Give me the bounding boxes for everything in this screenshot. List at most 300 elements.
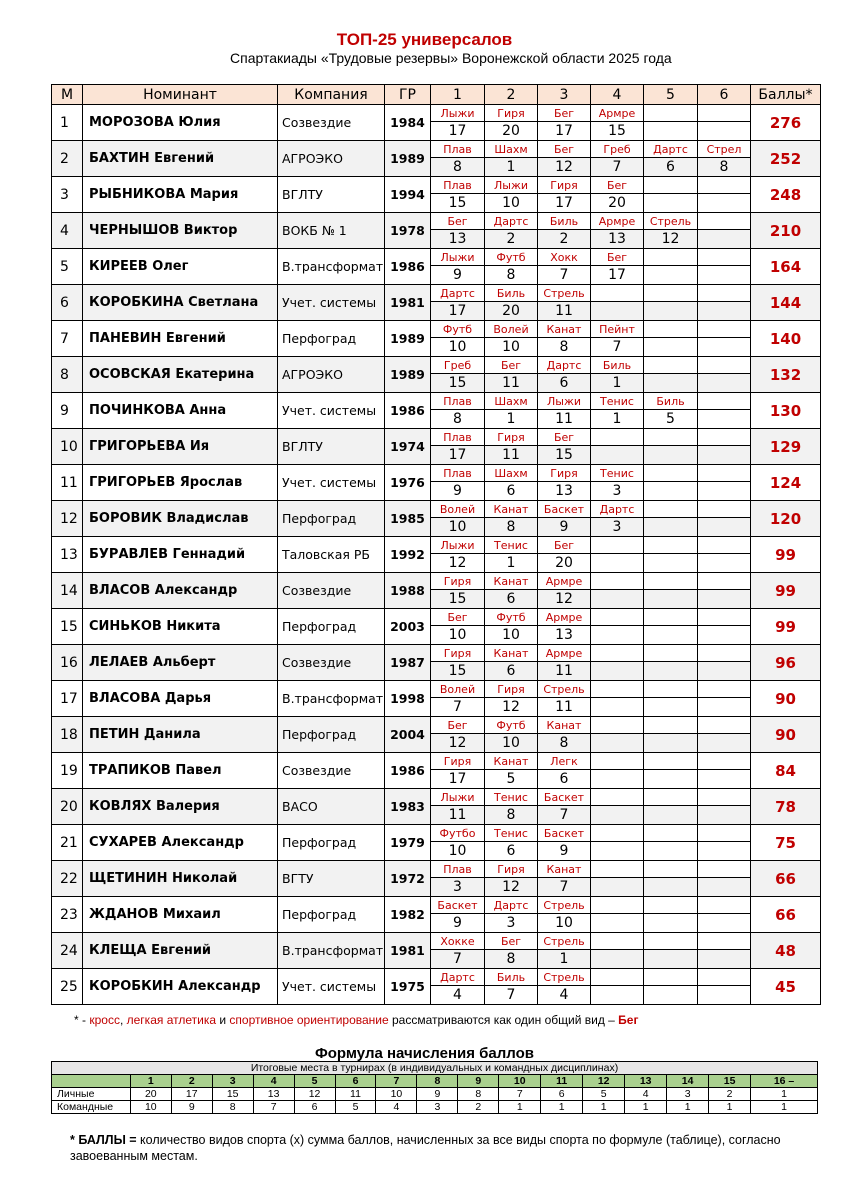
place-cell: 6: [538, 374, 591, 393]
sport-cell: Шахм: [485, 465, 538, 482]
sport-cell: [644, 285, 698, 302]
sport-cell: [644, 537, 698, 554]
place-cell: 8: [538, 338, 591, 357]
formula-personal-value: 17: [171, 1088, 212, 1101]
sport-cell: Греб: [431, 357, 485, 374]
points-cell: 99: [751, 573, 821, 609]
formula-team-value: 1: [709, 1101, 751, 1114]
formula-place: 15: [709, 1075, 751, 1088]
company-cell: Созвездие: [278, 573, 385, 609]
company-cell: Перфоград: [278, 717, 385, 753]
place-cell: 13: [431, 230, 485, 249]
sport-cell: [591, 861, 644, 878]
place-cell: 10: [431, 518, 485, 537]
place-cell: 20: [485, 122, 538, 141]
formula-table: [51, 1061, 818, 1114]
table-row: [52, 789, 821, 806]
points-cell: 99: [751, 537, 821, 573]
place-cell: 15: [538, 446, 591, 465]
place-cell: 1: [591, 374, 644, 393]
place-cell: [591, 302, 644, 321]
formula-place: 10: [499, 1075, 541, 1088]
sport-cell: Гиря: [538, 177, 591, 194]
sport-cell: [698, 357, 751, 374]
company-cell: ВОКБ № 1: [278, 213, 385, 249]
note-prefix: * -: [74, 1013, 90, 1027]
place-cell: 12: [644, 230, 698, 249]
sport-cell: Гиря: [485, 105, 538, 122]
sport-cell: Баскет: [538, 501, 591, 518]
sport-cell: Стрел: [698, 141, 751, 158]
formula-place: 9: [458, 1075, 499, 1088]
sport-cell: Армре: [538, 609, 591, 626]
formula-place: 11: [541, 1075, 583, 1088]
nominee-name: БАХТИН Евгений: [83, 141, 278, 177]
points-cell: 276: [751, 105, 821, 141]
place-cell: [698, 554, 751, 573]
sport-cell: [591, 573, 644, 590]
place-cell: [698, 482, 751, 501]
note-athletics: легкая атлетика: [126, 1013, 217, 1027]
sport-cell: [698, 321, 751, 338]
place-cell: [644, 446, 698, 465]
place-cell: 6: [485, 482, 538, 501]
formula-team-value: 1: [499, 1101, 541, 1114]
place-cell: 17: [431, 302, 485, 321]
sport-cell: Бег: [431, 213, 485, 230]
formula-team-value: 6: [294, 1101, 335, 1114]
place-cell: [698, 842, 751, 861]
nominee-name: ПЕТИН Данила: [83, 717, 278, 753]
formula-place: 7: [376, 1075, 417, 1088]
place-cell: 13: [538, 626, 591, 645]
sport-cell: Дартс: [538, 357, 591, 374]
place-cell: 7: [431, 698, 485, 717]
place-cell: 7: [538, 266, 591, 285]
points-cell: 84: [751, 753, 821, 789]
header-col-3: 3: [538, 85, 591, 105]
place-cell: [698, 626, 751, 645]
place-cell: [698, 986, 751, 1005]
formula-personal-value: 6: [541, 1088, 583, 1101]
sport-cell: [644, 249, 698, 266]
place-cell: 10: [485, 194, 538, 213]
nominee-name: КЛЕЩА Евгений: [83, 933, 278, 969]
header-col-6: 6: [698, 85, 751, 105]
place-cell: [644, 626, 698, 645]
sport-cell: [698, 177, 751, 194]
sport-cell: Канат: [485, 573, 538, 590]
place-cell: 17: [431, 770, 485, 789]
sport-cell: Гиря: [431, 645, 485, 662]
place-cell: [644, 590, 698, 609]
rank-cell: 12: [52, 501, 83, 537]
place-cell: 13: [591, 230, 644, 249]
place-cell: 2: [485, 230, 538, 249]
sport-cell: [591, 753, 644, 770]
nominee-name: ВЛАСОВ Александр: [83, 573, 278, 609]
points-cell: 132: [751, 357, 821, 393]
place-cell: [591, 590, 644, 609]
place-cell: 4: [431, 986, 485, 1005]
header-nominee: Номинант: [83, 85, 278, 105]
place-cell: [698, 950, 751, 969]
note-middle: рассматриваются как один общий вид –: [388, 1013, 619, 1027]
sport-cell: [698, 501, 751, 518]
points-cell: 66: [751, 861, 821, 897]
sport-cell: Дартс: [431, 969, 485, 986]
place-cell: 10: [485, 338, 538, 357]
nominee-name: ЩЕТИНИН Николай: [83, 861, 278, 897]
place-cell: 20: [591, 194, 644, 213]
table-row: [52, 609, 821, 626]
sport-cell: Плав: [431, 177, 485, 194]
place-cell: 8: [538, 734, 591, 753]
rank-cell: 24: [52, 933, 83, 969]
nominee-name: БУРАВЛЕВ Геннадий: [83, 537, 278, 573]
sport-cell: [591, 537, 644, 554]
sport-cell: Армре: [591, 105, 644, 122]
birth-year-cell: 1972: [385, 861, 431, 897]
place-cell: 12: [431, 554, 485, 573]
formula-team-value: 1: [583, 1101, 625, 1114]
place-cell: [591, 878, 644, 897]
sport-cell: [698, 285, 751, 302]
sport-cell: [698, 249, 751, 266]
company-cell: ВГЛТУ: [278, 177, 385, 213]
formula-team-row: [52, 1101, 818, 1114]
place-cell: 12: [538, 158, 591, 177]
formula-place: 2: [171, 1075, 212, 1088]
nominee-name: ГРИГОРЬЕВА Ия: [83, 429, 278, 465]
nominee-name: ПОЧИНКОВА Анна: [83, 393, 278, 429]
sport-cell: Лыжи: [431, 249, 485, 266]
formula-personal-value: 1: [751, 1088, 818, 1101]
formula-place: 8: [417, 1075, 458, 1088]
birth-year-cell: 1998: [385, 681, 431, 717]
formula-place: 14: [667, 1075, 709, 1088]
sport-cell: Баскет: [538, 825, 591, 842]
sport-cell: [591, 285, 644, 302]
sport-cell: [591, 681, 644, 698]
place-cell: 15: [431, 590, 485, 609]
sport-cell: [644, 717, 698, 734]
place-cell: [644, 734, 698, 753]
table-row: [52, 861, 821, 878]
place-cell: [591, 806, 644, 825]
sport-cell: Лыжи: [538, 393, 591, 410]
sport-cell: Дартс: [485, 213, 538, 230]
sport-cell: [644, 609, 698, 626]
points-cell: 96: [751, 645, 821, 681]
nominee-name: СУХАРЕВ Александр: [83, 825, 278, 861]
rank-cell: 10: [52, 429, 83, 465]
sport-cell: Баскет: [538, 789, 591, 806]
sport-cell: Плав: [431, 141, 485, 158]
rank-cell: 22: [52, 861, 83, 897]
formula-personal-row: [52, 1088, 818, 1101]
birth-year-cell: 1981: [385, 285, 431, 321]
table-row: [52, 897, 821, 914]
place-cell: 4: [538, 986, 591, 1005]
table-row: [52, 969, 821, 986]
table-row: [52, 753, 821, 770]
points-cell: 99: [751, 609, 821, 645]
birth-year-cell: 1983: [385, 789, 431, 825]
place-cell: 5: [485, 770, 538, 789]
rank-cell: 13: [52, 537, 83, 573]
sport-cell: [591, 933, 644, 950]
sport-cell: [644, 933, 698, 950]
place-cell: [644, 662, 698, 681]
rank-cell: 23: [52, 897, 83, 933]
formula-place: 6: [335, 1075, 376, 1088]
formula-place: 13: [625, 1075, 667, 1088]
sport-cell: [698, 825, 751, 842]
place-cell: [644, 698, 698, 717]
birth-year-cell: 1986: [385, 753, 431, 789]
sport-cell: Биль: [644, 393, 698, 410]
sport-cell: Канат: [485, 753, 538, 770]
note-orienteering: спортивное ориентирование: [229, 1013, 389, 1027]
rank-cell: 8: [52, 357, 83, 393]
sport-cell: Плав: [431, 393, 485, 410]
sport-cell: Бег: [538, 105, 591, 122]
company-cell: ВАСО: [278, 789, 385, 825]
sport-cell: Биль: [485, 285, 538, 302]
place-cell: 9: [431, 266, 485, 285]
sport-cell: [698, 537, 751, 554]
sport-cell: [644, 321, 698, 338]
points-cell: 248: [751, 177, 821, 213]
place-cell: [591, 986, 644, 1005]
place-cell: 20: [485, 302, 538, 321]
table-row: [52, 357, 821, 374]
sport-cell: [644, 573, 698, 590]
table-row: [52, 573, 821, 590]
sport-cell: [644, 105, 698, 122]
table-row: [52, 141, 821, 158]
sport-cell: [591, 609, 644, 626]
formula-personal-value: 13: [253, 1088, 294, 1101]
place-cell: [644, 842, 698, 861]
sport-cell: Лыжи: [431, 537, 485, 554]
place-cell: 12: [431, 734, 485, 753]
place-cell: [698, 878, 751, 897]
place-cell: 17: [431, 122, 485, 141]
sport-cell: Футбо: [431, 825, 485, 842]
company-cell: Перфоград: [278, 321, 385, 357]
place-cell: [698, 770, 751, 789]
place-cell: 10: [431, 338, 485, 357]
sport-cell: Дартс: [644, 141, 698, 158]
place-cell: [591, 554, 644, 573]
place-cell: 9: [431, 482, 485, 501]
sport-cell: Бег: [431, 717, 485, 734]
table-row: [52, 393, 821, 410]
header-col-5: 5: [644, 85, 698, 105]
sport-cell: [698, 429, 751, 446]
sport-cell: Футб: [485, 717, 538, 734]
sport-cell: Бег: [485, 357, 538, 374]
formula-place: 5: [294, 1075, 335, 1088]
place-cell: [644, 338, 698, 357]
place-cell: 1: [591, 410, 644, 429]
sport-cell: Бег: [538, 429, 591, 446]
formula-header-row: [52, 1062, 818, 1075]
place-cell: 3: [591, 518, 644, 537]
points-cell: 140: [751, 321, 821, 357]
sport-cell: Футб: [485, 249, 538, 266]
table-row: [52, 177, 821, 194]
table-row: [52, 501, 821, 518]
sport-cell: [698, 465, 751, 482]
sport-cell: Стрель: [644, 213, 698, 230]
company-cell: Учет. системы: [278, 393, 385, 429]
sport-cell: [698, 105, 751, 122]
sport-cell: Стрель: [538, 933, 591, 950]
sport-cell: [591, 717, 644, 734]
sport-cell: Футб: [485, 609, 538, 626]
table-row: [52, 105, 821, 122]
header-col-1: 1: [431, 85, 485, 105]
sport-cell: Дартс: [485, 897, 538, 914]
formula-place: 12: [583, 1075, 625, 1088]
place-cell: 6: [485, 590, 538, 609]
place-cell: [698, 194, 751, 213]
sport-cell: [591, 429, 644, 446]
place-cell: 10: [485, 734, 538, 753]
formula-place: 3: [212, 1075, 253, 1088]
place-cell: [698, 302, 751, 321]
table-row: [52, 321, 821, 338]
sport-cell: Тенис: [591, 393, 644, 410]
nominee-name: СИНЬКОВ Никита: [83, 609, 278, 645]
sport-cell: Тенис: [485, 825, 538, 842]
formula-title: Формула начисления баллов: [314, 1045, 535, 1062]
personal-label: Личные: [52, 1088, 131, 1101]
table-row: [52, 285, 821, 302]
sport-cell: Лыжи: [431, 789, 485, 806]
formula-personal-value: 11: [335, 1088, 376, 1101]
company-cell: Перфоград: [278, 501, 385, 537]
team-label: Командные: [52, 1101, 131, 1114]
points-cell: 78: [751, 789, 821, 825]
place-cell: [698, 410, 751, 429]
header-points: Баллы*: [751, 85, 821, 105]
formula-team-value: 1: [625, 1101, 667, 1114]
place-cell: 6: [644, 158, 698, 177]
sport-cell: Футб: [431, 321, 485, 338]
header-col-4: 4: [591, 85, 644, 105]
birth-year-cell: 1981: [385, 933, 431, 969]
page-title: ТОП-25 универсалов: [336, 30, 513, 49]
place-cell: 9: [538, 518, 591, 537]
place-cell: 9: [431, 914, 485, 933]
sport-cell: Стрель: [538, 897, 591, 914]
place-cell: [698, 266, 751, 285]
sport-cell: Биль: [591, 357, 644, 374]
sport-cell: Греб: [591, 141, 644, 158]
place-cell: 8: [431, 158, 485, 177]
sport-cell: [644, 753, 698, 770]
birth-year-cell: 1987: [385, 645, 431, 681]
rank-cell: 19: [52, 753, 83, 789]
header-col-2: 2: [485, 85, 538, 105]
rank-cell: 15: [52, 609, 83, 645]
company-cell: Созвездие: [278, 753, 385, 789]
place-cell: 5: [644, 410, 698, 429]
place-cell: 6: [485, 662, 538, 681]
rank-cell: 2: [52, 141, 83, 177]
place-cell: [644, 302, 698, 321]
points-cell: 120: [751, 501, 821, 537]
sport-cell: Канат: [538, 321, 591, 338]
place-cell: 12: [485, 878, 538, 897]
formula-place: 1: [130, 1075, 171, 1088]
sport-cell: [644, 789, 698, 806]
header-year: ГР: [385, 85, 431, 105]
company-cell: В.трансформат: [278, 681, 385, 717]
place-cell: 3: [431, 878, 485, 897]
place-cell: 15: [431, 374, 485, 393]
note-sep: ,: [119, 1013, 127, 1027]
company-cell: Учет. системы: [278, 969, 385, 1005]
birth-year-cell: 1976: [385, 465, 431, 501]
place-cell: [698, 698, 751, 717]
sport-cell: Армре: [538, 573, 591, 590]
header-company: Компания: [278, 85, 385, 105]
table-row: [52, 213, 821, 230]
formula-personal-value: 10: [376, 1088, 417, 1101]
formula-team-value: 1: [751, 1101, 818, 1114]
sport-cell: Лыжи: [431, 105, 485, 122]
formula-team-value: 1: [667, 1101, 709, 1114]
formula-personal-value: 7: [499, 1088, 541, 1101]
sport-cell: Волей: [485, 321, 538, 338]
sport-cell: Плав: [431, 465, 485, 482]
birth-year-cell: 1979: [385, 825, 431, 861]
table-row: [52, 249, 821, 266]
place-cell: 15: [431, 194, 485, 213]
sport-cell: [591, 825, 644, 842]
sport-cell: Биль: [538, 213, 591, 230]
formula-personal-value: 9: [417, 1088, 458, 1101]
sport-cell: [644, 861, 698, 878]
place-cell: [698, 518, 751, 537]
sport-cell: [644, 825, 698, 842]
sport-cell: [591, 897, 644, 914]
place-cell: 8: [485, 518, 538, 537]
points-cell: 129: [751, 429, 821, 465]
place-cell: [591, 770, 644, 789]
sport-cell: Шахм: [485, 393, 538, 410]
points-definition-bold: * БАЛЛЫ =: [70, 1133, 137, 1147]
sport-cell: [644, 429, 698, 446]
birth-year-cell: 2004: [385, 717, 431, 753]
company-cell: ВГТУ: [278, 861, 385, 897]
place-cell: [698, 734, 751, 753]
header-m: М: [52, 85, 83, 105]
place-cell: [644, 194, 698, 213]
sport-cell: Канат: [485, 501, 538, 518]
nominee-name: ЛЕЛАЕВ Альберт: [83, 645, 278, 681]
points-cell: 45: [751, 969, 821, 1005]
table-row: [52, 645, 821, 662]
place-cell: [698, 662, 751, 681]
sport-cell: [644, 501, 698, 518]
place-cell: 17: [538, 122, 591, 141]
